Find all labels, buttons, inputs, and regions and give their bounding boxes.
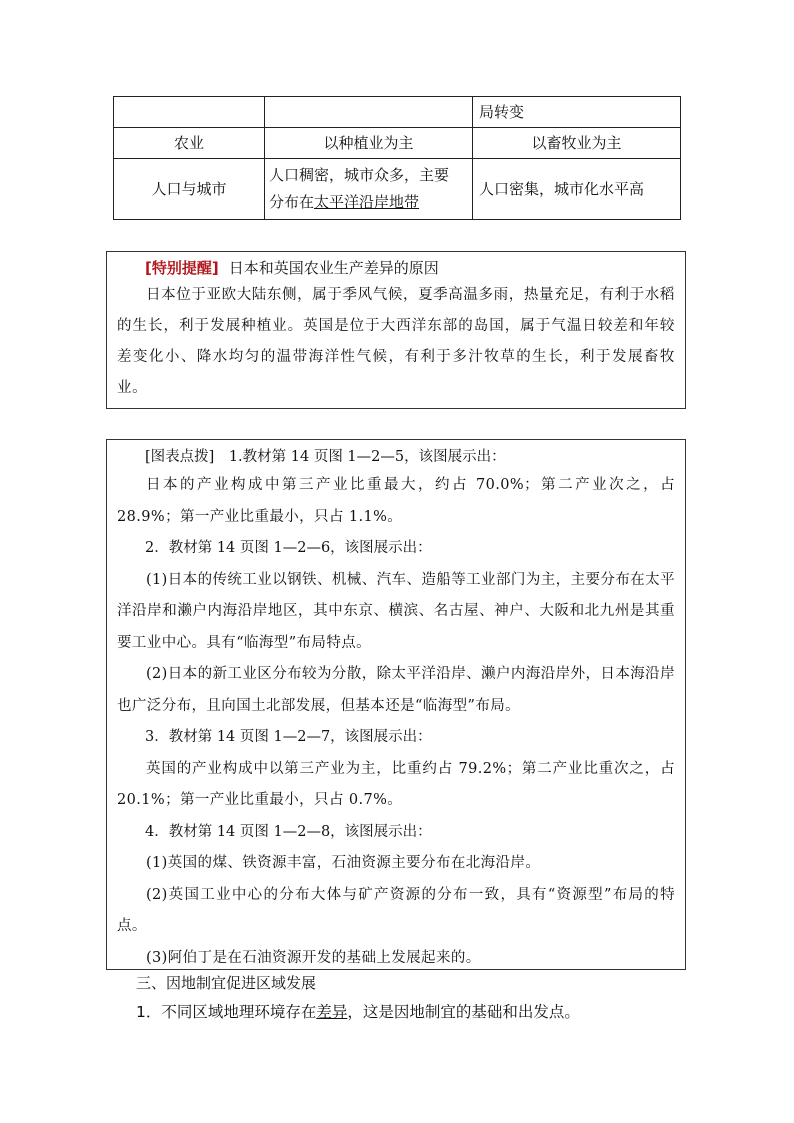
- note-text-4-2: (2)英国工业中心的分布大体与矿产资源的分布一致，具有“资源型”布局的特点。: [117, 886, 675, 934]
- cell-line: 分布在: [269, 193, 315, 211]
- table-cell: [114, 97, 265, 128]
- note-text-3: 英国的产业构成中以第三产业为主，比重约占 79.2%；第二产业比重次之，占 20.1%；第一产业比重最小，只占 0.7%。: [117, 760, 675, 808]
- table-cell: 局转变: [473, 97, 681, 128]
- note-text-2-1: (1)日本的传统工业以钢铁、机械、汽车、造船等工业部门为主，主要分布在太平洋沿岸和濑户内海沿岸地区，其中东京、横滨、名古屋、神户、大阪和北九州是其重要工业中心。具有“临海型”布局特点。: [117, 571, 675, 651]
- table-cell-japan-population: [265, 159, 473, 220]
- section-heading: 三、因地制宜促进区域发展: [136, 974, 317, 992]
- table-cell-uk-population: 人口密集，城市化水平高: [473, 159, 681, 220]
- table-row: [114, 128, 681, 159]
- note-heading-4: 4．教材第 14 页图 1—2—8，该图展示出：: [145, 823, 432, 840]
- tip-header: [117, 256, 675, 280]
- cell-line: 人口稠密，城市众多，主要: [269, 166, 450, 184]
- note-text-2-2: (2)日本的新工业区分布较为分散，除太平洋沿岸、濑户内海沿岸外，日本海沿岸也广泛分布，且向国土北部发展，但基本还是“临海型”布局。: [117, 666, 675, 714]
- table-cell: [265, 97, 473, 128]
- table-cell-uk-agriculture: 以畜牧业为主: [473, 128, 681, 159]
- underlined-term: 差异: [316, 1003, 348, 1021]
- note-heading-3: 3．教材第 14 页图 1—2—7，该图展示出：: [145, 729, 432, 745]
- table-row: [114, 97, 681, 128]
- point-text: 1．不同区域地理环境存在: [136, 1003, 317, 1021]
- note-text-4-1: (1)英国的煤、铁资源丰富，石油资源主要分布在北海沿岸。: [146, 855, 541, 871]
- chart-notes-box: [106, 439, 686, 970]
- comparison-table: [113, 96, 681, 220]
- tip-title: 日本和英国农业生产差异的原因: [228, 259, 439, 277]
- table-cell-agriculture-label: 农业: [114, 128, 265, 159]
- table-cell-japan-agriculture: 以种植业为主: [265, 128, 473, 159]
- table-row: [114, 159, 681, 220]
- point-text: ，这是因地制宜的基础和出发点。: [347, 1003, 580, 1021]
- tip-tag: [特别提醒]: [145, 259, 219, 277]
- note-text-4-3: (3)阿伯丁是在石油资源开发的基础上发展起来的。: [146, 949, 481, 966]
- note-text-1: 日本的产业构成中第三产业比重最大，约占 70.0%；第二产业次之，占 28.9%；第一产业比重最小，只占 1.1%。: [117, 477, 675, 525]
- special-tip-box: [106, 251, 686, 409]
- note-heading-2: 2．教材第 14 页图 1—2—6，该图展示出：: [145, 540, 432, 556]
- note-heading-1: [图表点拨] 1.教材第 14 页图 1—2—5，该图展示出：: [145, 449, 506, 465]
- key-point: [136, 1000, 580, 1024]
- tip-text: 日本位于亚欧大陆东侧，属于季风气候，夏季高温多雨，热量充足，有利于水稻的生长，利于发展种植业。英国是位于大西洋东部的岛国，属于气温日较差和年较差变化小、降水均匀的温带海洋性气候，有利于多汁牧草的生长，利于发展畜牧业。: [117, 287, 675, 396]
- underlined-term: 太平洋沿岸地带: [314, 193, 420, 211]
- table-cell-population-label: 人口与城市: [114, 159, 265, 220]
